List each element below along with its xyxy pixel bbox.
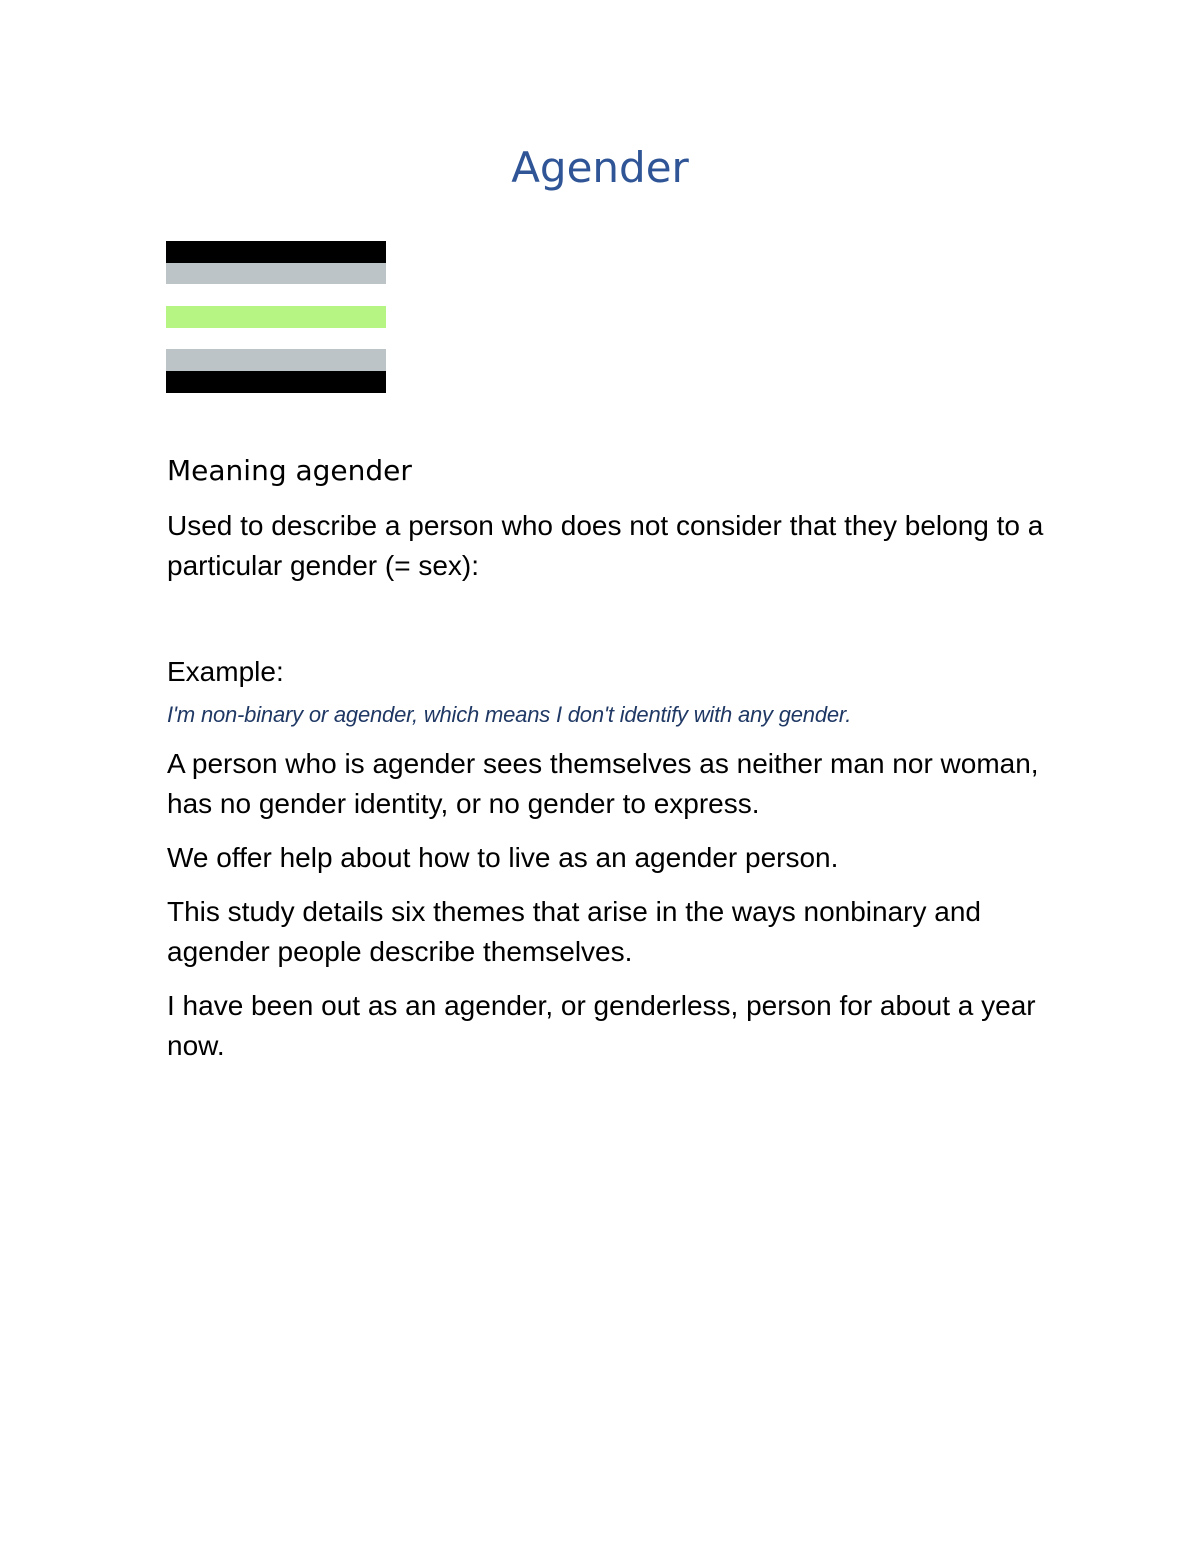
flag-stripe	[166, 306, 386, 328]
document-body	[167, 450, 1067, 1066]
flag-stripe	[166, 284, 386, 306]
body-paragraph: This study details six themes that arise in the ways nonbinary and agender people describe themselves.	[167, 896, 981, 967]
flag-stripe	[166, 349, 386, 371]
flag-stripe	[166, 241, 386, 263]
example-label: Example:	[167, 656, 284, 687]
body-paragraph: I have been out as an agender, or genderless, person for about a year now.	[167, 990, 1036, 1061]
flag-stripe	[166, 263, 386, 285]
page-title: Agender	[511, 143, 689, 192]
flag-stripe	[166, 328, 386, 350]
body-paragraph: A person who is agender sees themselves as neither man nor woman, has no gender identity, or no gender to express.	[167, 748, 1039, 819]
body-paragraph: We offer help about how to live as an agender person.	[167, 842, 839, 873]
flag-stripe	[166, 371, 386, 393]
agender-flag-image	[166, 241, 386, 393]
example-sentence: I'm non-binary or agender, which means I don't identify with any gender.	[167, 702, 852, 727]
definition-paragraph: Used to describe a person who does not consider that they belong to a particular gender (= sex):	[167, 510, 1044, 581]
section-heading: Meaning agender	[167, 454, 412, 487]
